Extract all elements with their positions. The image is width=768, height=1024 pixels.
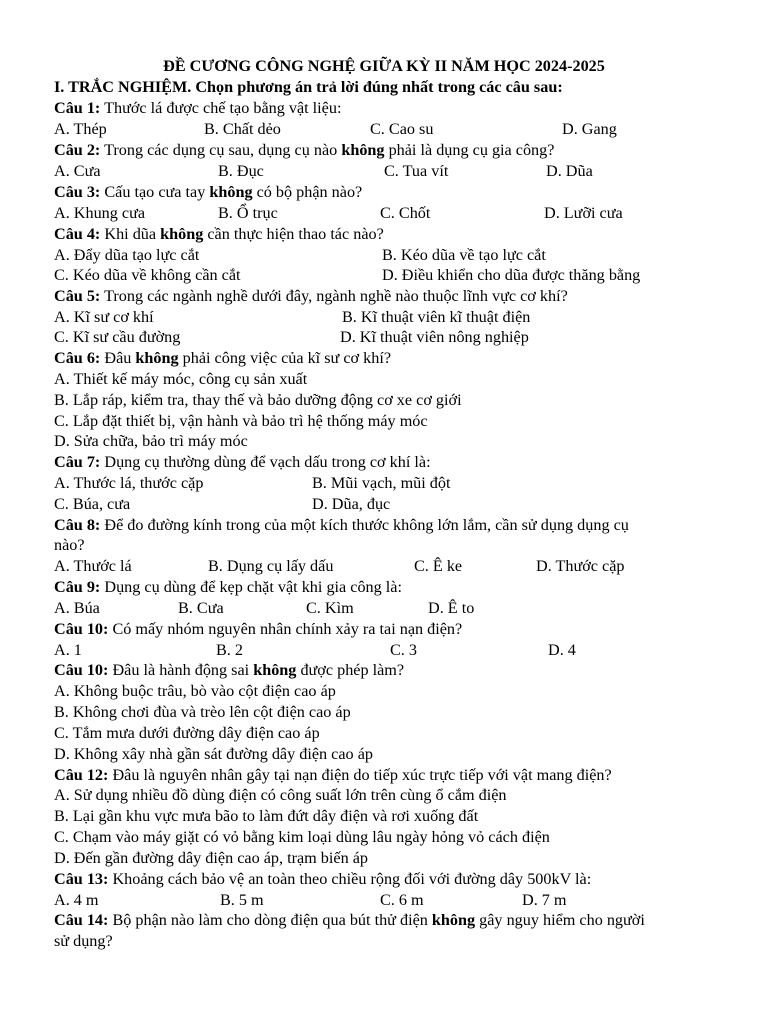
question-label: Câu 3:: [54, 183, 101, 201]
section-heading: I. TRẮC NGHIỆM. Chọn phương án trả lời đúng nhất trong các câu sau:: [54, 78, 563, 96]
option-c: C. Chốt: [380, 204, 431, 222]
option-b: B. Lại gần khu vực mưa bão to làm đứt dây điện và rơi xuống đất: [54, 807, 479, 825]
option-d: D. Không xây nhà gần sát đường dây điện cao áp: [54, 745, 373, 763]
option-c: C. 3: [390, 641, 417, 659]
option-a: A. Đẩy dũa tạo lực cắt: [54, 246, 200, 264]
question-text: Dụng cụ dùng để kẹp chặt vật khi gia công là:: [100, 578, 402, 596]
question-8-continuation: nào?: [54, 536, 85, 554]
question-text: Khoảng cách bảo vệ an toàn theo chiều rộng đối với đường dây 500kV là:: [108, 870, 592, 888]
option-a: A. 1: [54, 641, 82, 659]
option-c: C. Tắm mưa dưới đường dây điện cao áp: [54, 724, 320, 742]
option-b: B. Cưa: [178, 599, 224, 617]
option-c: C. Kéo dũa về không cần cắt: [54, 266, 241, 284]
option-a: A. Kĩ sư cơ khí: [54, 308, 154, 326]
question-14-continuation: sử dụng?: [54, 932, 113, 950]
question-5: [54, 286, 568, 306]
option-c: C. Chạm vào máy giặt có vỏ bằng kim loại dùng lâu ngày hỏng vỏ cách điện: [54, 828, 550, 846]
question-text: Trong các ngành nghề dưới đây, ngành nghề nào thuộc lĩnh vực cơ khí?: [100, 287, 568, 305]
option-a: A. Không buộc trâu, bò vào cột điện cao áp: [54, 682, 336, 700]
option-b: B. Kéo dũa về tạo lực cắt: [382, 246, 546, 264]
question-label: Câu 6:: [54, 349, 101, 367]
option-a: A. Thiết kế máy móc, công cụ sản xuất: [54, 370, 308, 388]
option-c: C. Búa, cưa: [54, 495, 131, 513]
option-b: B. Lắp ráp, kiểm tra, thay thế và bảo dưỡng động cơ xe cơ giới: [54, 391, 462, 409]
option-a: A. 4 m: [54, 891, 99, 909]
option-a: A. Khung cưa: [54, 204, 146, 222]
question-label: Câu 10:: [54, 620, 109, 638]
question-3: Câu 3: Cấu tạo cưa tay không có bộ phận nào?: [54, 183, 363, 201]
option-d: D. Thước cặp: [536, 557, 625, 575]
option-c: C. Kìm: [306, 599, 354, 617]
question-text: Dụng cụ thường dùng để vạch dấu trong cơ khí là:: [100, 453, 431, 471]
option-a: A. Thước lá: [54, 557, 132, 575]
option-d: D. 4: [548, 641, 576, 659]
question-label: Câu 10:: [54, 661, 109, 679]
question-label: Câu 12:: [54, 766, 109, 784]
document-title: ĐỀ CƯƠNG CÔNG NGHỆ GIỮA KỲ II NĂM HỌC 2024-2025: [163, 57, 605, 75]
question-text: Có mấy nhóm nguyên nhân chính xảy ra tai nạn điện?: [108, 620, 463, 638]
option-d: D. Đến gần đường dây điện cao áp, trạm biến áp: [54, 849, 369, 867]
question-2: Câu 2: Trong các dụng cụ sau, dụng cụ nào không phải là dụng cụ gia công?: [54, 141, 555, 159]
question-text: Đâu là nguyên nhân gây tại nạn điện do tiếp xúc trực tiếp với vật mang điện?: [108, 766, 612, 784]
option-d: D. Sửa chữa, bảo trì máy móc: [54, 432, 248, 450]
option-d: D. Gang: [562, 120, 617, 138]
option-d: D. Lưỡi cưa: [544, 204, 623, 222]
option-b: B. Kĩ thuật viên kĩ thuật điện: [342, 308, 531, 326]
question-text: Để đo đường kính trong của một kích thước không lớn lắm, cần sử dụng dụng cụ: [100, 516, 629, 534]
question-6: Câu 6: Đâu không phải công việc của kĩ sư cơ khí?: [54, 349, 392, 367]
question-label: Câu 2:: [54, 141, 101, 159]
option-c: C. Lắp đặt thiết bị, vận hành và bảo trì hệ thống máy móc: [54, 412, 428, 430]
option-d: D. 7 m: [522, 891, 567, 909]
option-a: A. Sử dụng nhiều đồ dùng điện có công suất lớn trên cùng ổ cắm điện: [54, 786, 507, 804]
question-1: [54, 98, 341, 118]
option-d: D. Ê to: [428, 599, 475, 617]
option-c: C. Tua vít: [384, 162, 449, 180]
option-d: D. Kĩ thuật viên nông nghiệp: [340, 328, 529, 346]
option-b: B. 5 m: [220, 891, 264, 909]
option-c: C. Cao su: [370, 120, 434, 138]
question-label: Câu 1:: [54, 99, 101, 117]
question-label: Câu 8:: [54, 516, 101, 534]
question-label: Câu 13:: [54, 870, 109, 888]
question-label: Câu 9:: [54, 578, 101, 596]
question-7: [54, 452, 431, 472]
question-14: Câu 14: Bộ phận nào làm cho dòng điện qua bút thử điện không gây nguy hiểm cho người: [54, 911, 645, 929]
question-label: Câu 14:: [54, 911, 109, 929]
option-a: A. Cưa: [54, 162, 101, 180]
option-b: B. Đục: [218, 162, 264, 180]
question-8: [54, 515, 629, 535]
option-d: D. Điều khiển cho dũa được thăng bằng: [382, 266, 641, 284]
option-b: B. Ổ trục: [218, 204, 278, 222]
question-label: Câu 5:: [54, 287, 101, 305]
option-b: B. 2: [216, 641, 243, 659]
question-label: Câu 4:: [54, 225, 101, 243]
option-d: D. Dũa: [546, 162, 593, 180]
option-a: A. Thép: [54, 120, 107, 138]
option-a: A. Búa: [54, 599, 100, 617]
question-label: Câu 7:: [54, 453, 101, 471]
question-4: Câu 4: Khi dũa không cần thực hiện thao tác nào?: [54, 225, 384, 243]
option-a: A. Thước lá, thước cặp: [54, 474, 204, 492]
question-10: [54, 619, 462, 639]
question-text: Thước lá được chế tạo bằng vật liệu:: [100, 99, 342, 117]
option-b: B. Không chơi đùa và trèo lên cột điện cao áp: [54, 703, 351, 721]
option-c: C. 6 m: [380, 891, 424, 909]
question-13: [54, 869, 591, 889]
question-9: [54, 577, 402, 597]
option-b: B. Chất dẻo: [204, 120, 281, 138]
question-11: Câu 10: Đâu là hành động sai không được phép làm?: [54, 661, 405, 679]
question-12: [54, 765, 612, 785]
option-b: B. Dụng cụ lấy dấu: [208, 557, 334, 575]
option-c: C. Kĩ sư cầu đường: [54, 328, 181, 346]
option-d: D. Dũa, đục: [312, 495, 391, 513]
option-c: C. Ê ke: [414, 557, 463, 575]
option-b: B. Mũi vạch, mũi đột: [312, 474, 451, 492]
